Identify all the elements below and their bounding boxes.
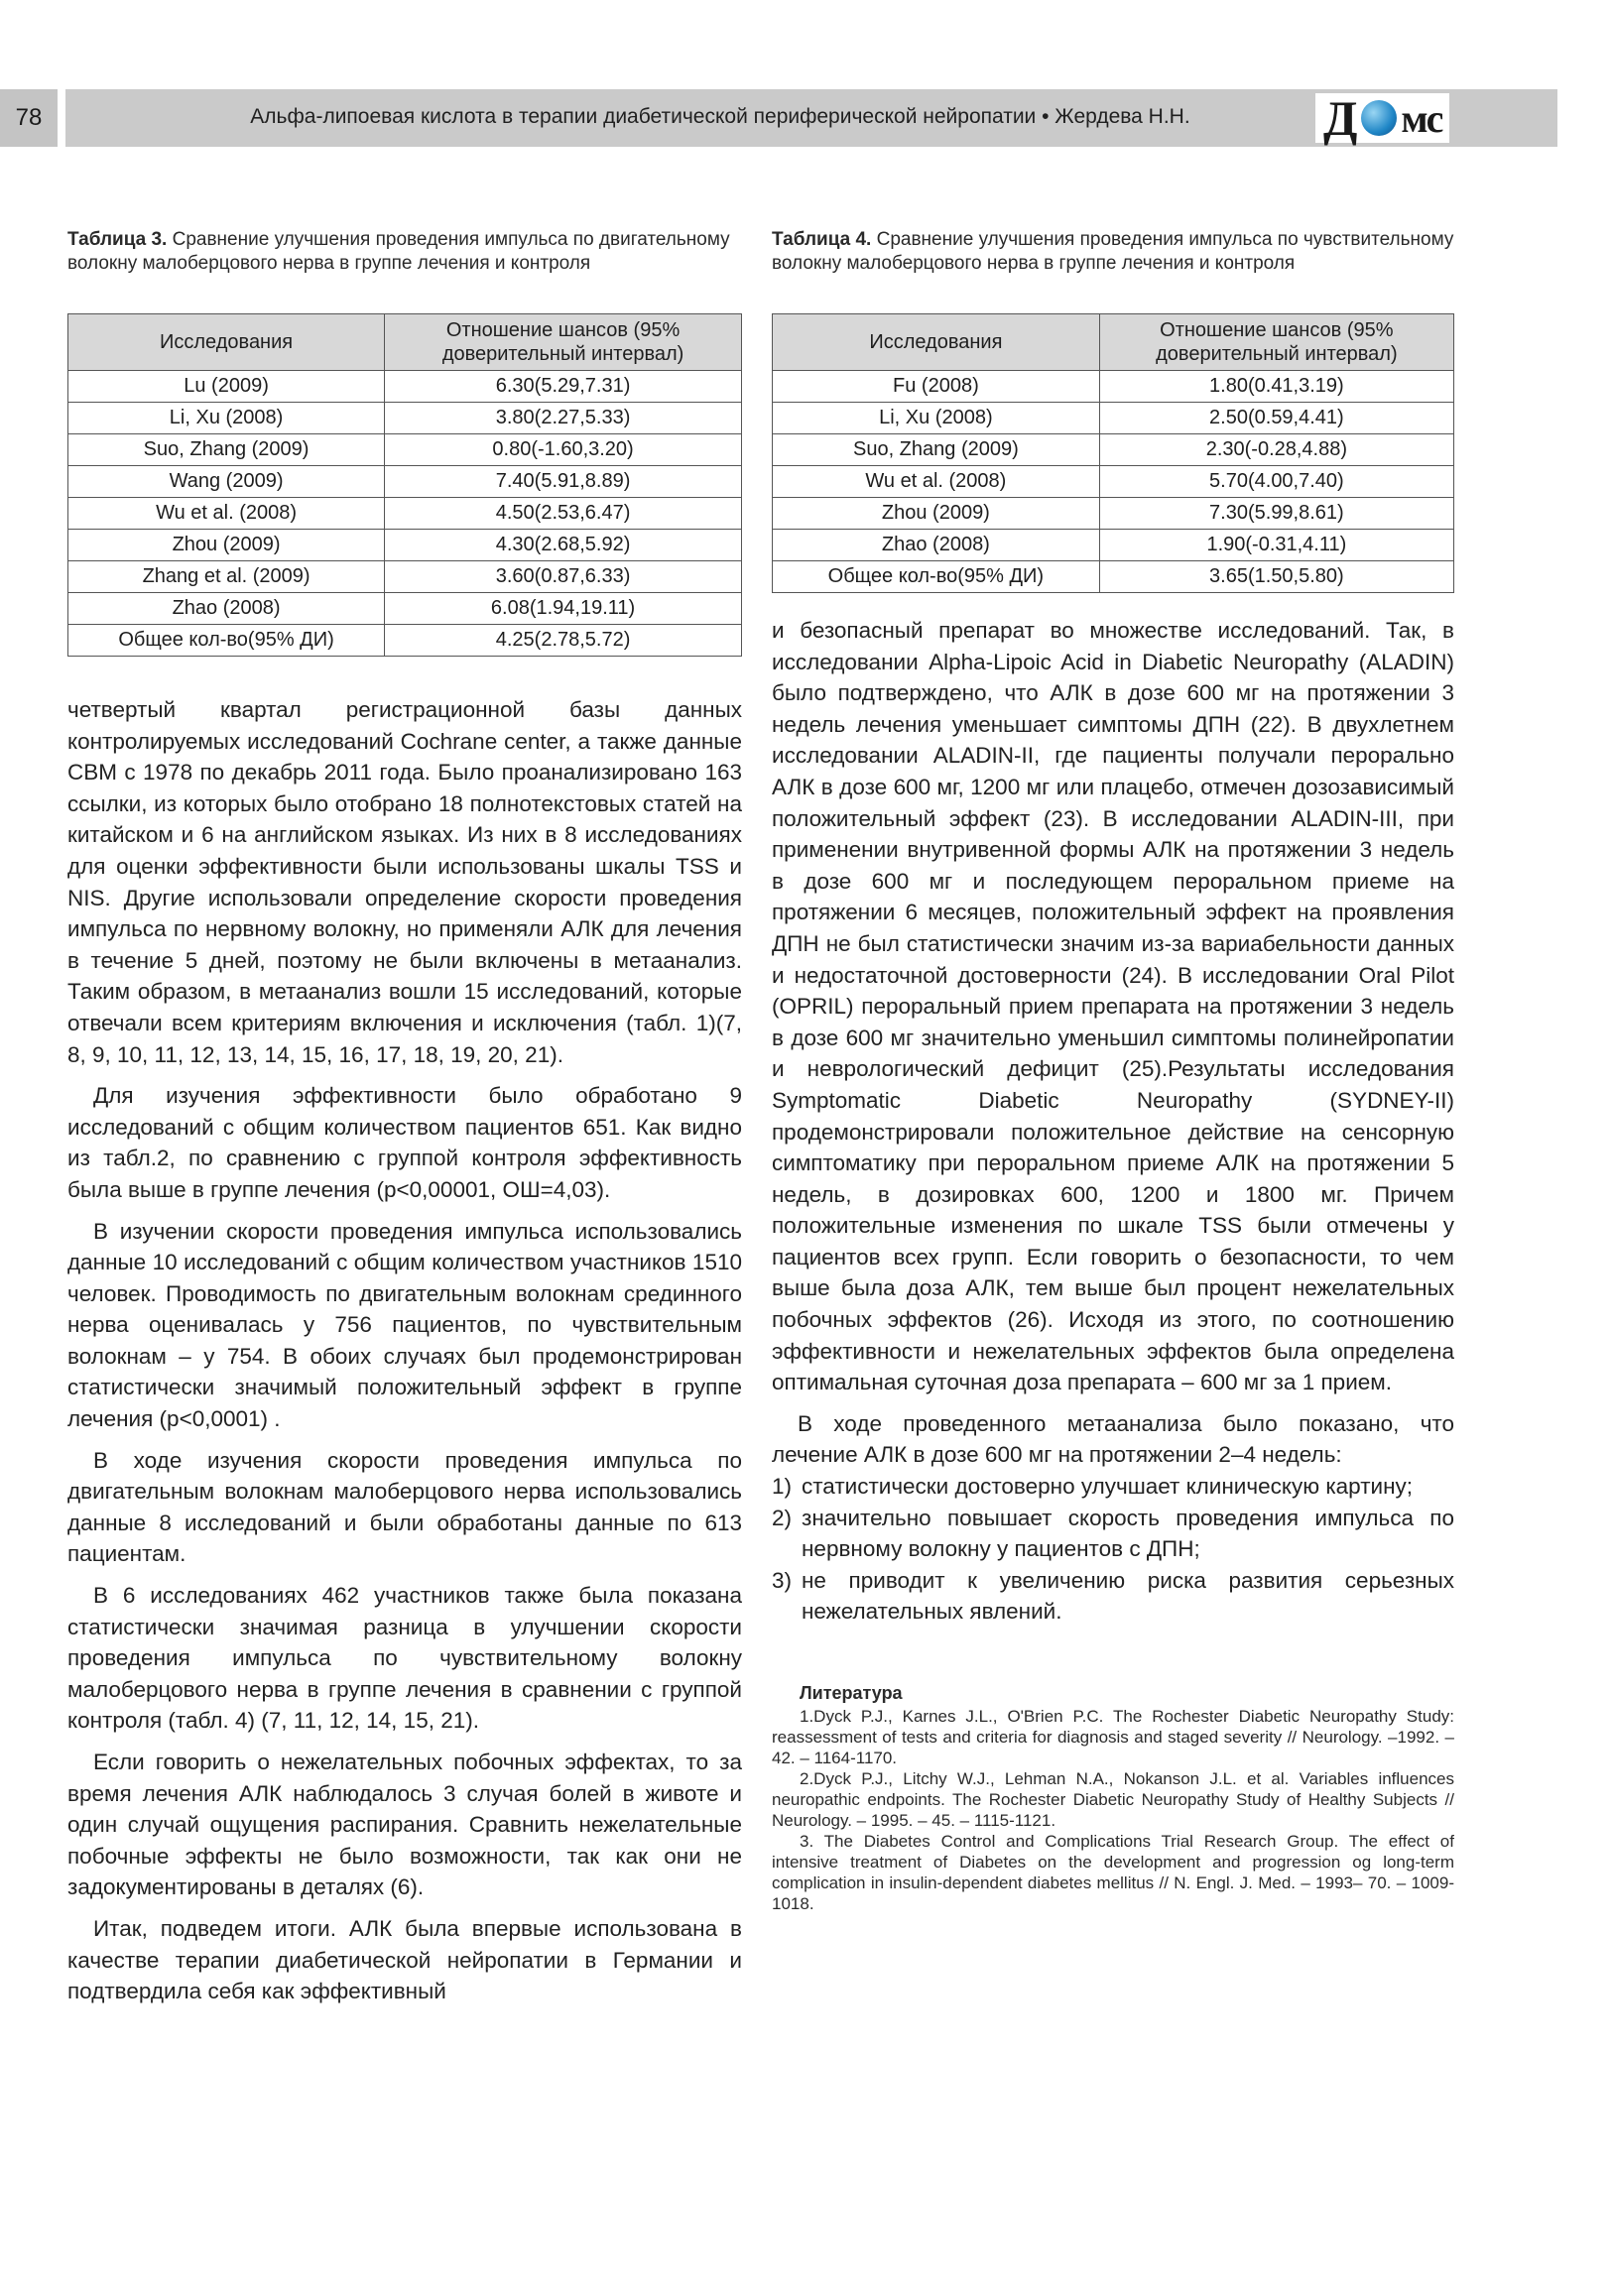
table3-label: Таблица 3.	[67, 229, 168, 250]
right-body-text	[772, 615, 1454, 1628]
header-bar	[65, 89, 1557, 147]
study-cell: Zhang et al. (2009)	[68, 561, 385, 593]
table-row	[773, 466, 1454, 498]
table-row	[773, 530, 1454, 561]
study-cell: Wu et al. (2008)	[773, 466, 1100, 498]
table-row-total	[68, 625, 742, 657]
running-title: Альфа-липоевая кислота в терапии диабетической периферической нейропатии • Жердева Н.Н.	[250, 105, 1190, 128]
table4-col-odds: Отношение шансов (95% доверительный интервал)	[1099, 314, 1453, 371]
odds-cell: 3.65(1.50,5.80)	[1099, 561, 1453, 593]
table3-caption	[67, 228, 742, 276]
table3	[67, 313, 742, 657]
odds-cell: 1.90(-0.31,4.11)	[1099, 530, 1453, 561]
study-cell: Zhou (2009)	[68, 530, 385, 561]
table3-col-studies: Исследования	[68, 314, 385, 371]
table4-caption-text: Сравнение улучшения проведения импульса по чувствительному волокну малоберцового нерва в группе лечения и контроля	[772, 229, 1454, 274]
table-row-total	[773, 561, 1454, 593]
odds-cell: 3.80(2.27,5.33)	[385, 403, 742, 434]
table4	[772, 313, 1454, 593]
table4-col-studies: Исследования	[773, 314, 1100, 371]
globe-icon	[1361, 100, 1397, 136]
odds-cell: 4.30(2.68,5.92)	[385, 530, 742, 561]
journal-logo	[1315, 90, 1449, 146]
logo-letter: Д	[1323, 90, 1358, 146]
study-cell: Zhao (2008)	[68, 593, 385, 625]
table-row	[773, 434, 1454, 466]
right-column	[772, 228, 1454, 1914]
table-row	[68, 498, 742, 530]
left-column	[67, 228, 742, 2007]
list-number: 2)	[772, 1505, 793, 1530]
paragraph: В 6 исследованиях 462 участников также была показана статистически значимая разница в улучшении скорости проведения импульса по чувствительному волокну малоберцового нерва в группе лечения в сравнении с группой контроля (табл. 4) (7, 11, 12, 14, 15, 21).	[67, 1583, 742, 1734]
odds-cell: 1.80(0.41,3.19)	[1099, 371, 1453, 403]
table-row	[68, 434, 742, 466]
table3-caption-text: Сравнение улучшения проведения импульса по двигательному волокну малоберцового нерва в группе лечения и контроля	[67, 229, 730, 274]
study-cell: Zhou (2009)	[773, 498, 1100, 530]
study-cell: Wu et al. (2008)	[68, 498, 385, 530]
paragraph: В изучении скорости проведения импульса использовались данные 10 исследований с общим количеством участников 1510 человек. Проводимость по двигательным волокнам срединного нерва оценивалась у 756 пациентов, по чувствительным волокнам – у 754. В обоих случаях был продемонстрирован статистически значимый положительный эффект в группе лечения (p<0,0001) .	[67, 1218, 742, 1432]
table-row	[68, 561, 742, 593]
list-item	[772, 1565, 1454, 1628]
odds-cell: 6.08(1.94,19.11)	[385, 593, 742, 625]
study-cell: Lu (2009)	[68, 371, 385, 403]
paragraph: четвертый квартал регистрационной базы данных контролируемых исследований Cochrane center, а также данные CBM с 1978 по декабрь 2011 года. Было проанализировано 163 ссылки, из которых было отобрано 18 полнотекстовых статей на китайском и 6 на английском языках. Из них в 8 исследованиях для оценки эффективности были использованы шкалы TSS и NIS. Другие использовали определение скорости проведения импульса по нервному волокну, но применяли АЛК для лечения в течение 5 дней, поэтому не были включены в метаанализ. Таким образом, в метаанализ вошли 15 исследований, которые отвечали всем критериям включения и исключения (табл. 1)(7, 8, 9, 10, 11, 12, 13, 14, 15, 16, 17, 18, 19, 20, 21).	[67, 697, 742, 1067]
study-cell: Zhao (2008)	[773, 530, 1100, 561]
list-text: значительно повышает скорость проведения импульса по нервному волокну у пациентов с ДПН;	[802, 1505, 1454, 1562]
list-number: 3)	[772, 1567, 793, 1593]
paragraph: Итак, подведем итоги. АЛК была впервые использована в качестве терапии диабетической нейропатии в Германии и подтвердила себя как эффективный	[67, 1915, 742, 2004]
table3-header-row	[68, 314, 742, 371]
study-cell: Suo, Zhang (2009)	[68, 434, 385, 466]
table-row	[68, 530, 742, 561]
running-header	[0, 89, 1557, 147]
odds-cell: 7.30(5.99,8.61)	[1099, 498, 1453, 530]
paragraph: В ходе изучения скорости проведения импульса по двигательным волокнам малоберцового нерва использовались данные 8 исследований и были обработаны данные по 613 пациентам.	[67, 1447, 742, 1567]
study-cell: Li, Xu (2008)	[773, 403, 1100, 434]
list-item	[772, 1471, 1454, 1503]
odds-cell: 3.60(0.87,6.33)	[385, 561, 742, 593]
table-row	[68, 466, 742, 498]
table-row	[68, 593, 742, 625]
list-number: 1)	[772, 1474, 793, 1500]
paragraph: и безопасный препарат во множестве исследований. Так, в исследовании Alpha-Lipoic Acid in Diabetic Neuropathy (ALADIN) было подтверждено, что АЛК в дозе 600 мг на протяжении 3 недель лечения уменьшает симптомы ДПН (22). В двухлетнем исследовании ALADIN-II, где пациенты получали перорально АЛК в дозе 600 мг, 1200 мг или плацебо, отмечен дозозависимый положительный эффект (23). В исследовании ALADIN-III, при применении внутривенной формы АЛК на протяжении 3 недель в дозе 600 мг и последующем пероральном приеме на протяжении 6 месяцев, положительный эффект на проявления ДПН не был статистически значим из-за вариабельности данных и недостаточной достоверности (24). В исследовании Oral Pilot (OPRIL) пероральный прием препарата на протяжении 3 недель в дозе 600 мг значительно уменьшил симптомы полинейропатии и неврологический дефицит (25).Результаты исследования Symptomatic Diabetic Neuropathy (SYDNEY-II) продемонстрировали положительное действие на сенсорную симптоматику при пероральном приеме АЛК на протяжении 5 недель, в дозировках 600, 1200 и 1800 мг. Причем положительные изменения по шкале TSS были отмечены у пациентов всех групп. Если говорить о безопасности, то чем выше была доза АЛК, тем выше был процент нежелательных побочных эффектов (26). Исходя из этого, по соотношению эффективности и нежелательных эффектов была определена оптимальная суточная доза препарата – 600 мг за 1 прием.	[772, 618, 1454, 1395]
odds-cell: 7.40(5.91,8.89)	[385, 466, 742, 498]
odds-cell: 4.25(2.78,5.72)	[385, 625, 742, 657]
odds-cell: 4.50(2.53,6.47)	[385, 498, 742, 530]
odds-cell: 5.70(4.00,7.40)	[1099, 466, 1453, 498]
table3-col-odds: Отношение шансов (95% доверительный интервал)	[385, 314, 742, 371]
table4-caption	[772, 228, 1454, 276]
odds-cell: 2.30(-0.28,4.88)	[1099, 434, 1453, 466]
study-cell: Li, Xu (2008)	[68, 403, 385, 434]
table4-header-row	[773, 314, 1454, 371]
references-title: Литература	[800, 1683, 903, 1703]
list-text: не приводит к увеличению риска развития серьезных нежелательных явлений.	[802, 1567, 1454, 1625]
logo-tail: мс	[1401, 95, 1442, 141]
study-cell: Wang (2009)	[68, 466, 385, 498]
table-row	[68, 371, 742, 403]
odds-cell: 0.80(-1.60,3.20)	[385, 434, 742, 466]
study-cell: Fu (2008)	[773, 371, 1100, 403]
odds-cell: 6.30(5.29,7.31)	[385, 371, 742, 403]
table-row	[68, 403, 742, 434]
study-cell: Общее кол-во(95% ДИ)	[68, 625, 385, 657]
paragraph: В ходе проведенного метаанализа было показано, что лечение АЛК в дозе 600 мг на протяжении 2–4 недель:	[772, 1410, 1454, 1468]
list-item	[772, 1503, 1454, 1565]
table-row	[773, 403, 1454, 434]
paragraph: Для изучения эффективности было обработано 9 исследований с общим количеством пациентов 651. Как видно из табл.2, по сравнению с группой контроля эффективность была выше в группе лечения (p<0,00001, ОШ=4,03).	[67, 1083, 742, 1202]
reference-item: 3. The Diabetes Control and Complications Trial Research Group. The effect of intensive treatment of Diabetes on the development and progression og long-term complication in insulin-dependent diabetes mellitus // N. Engl. J. Med. – 1993– 70. – 1009-1018.	[772, 1832, 1454, 1913]
table-row	[773, 371, 1454, 403]
references	[772, 1683, 1454, 1914]
table4-label: Таблица 4.	[772, 229, 872, 250]
reference-item: 1.Dyck P.J., Karnes J.L., O'Brien P.C. The Rochester Diabetic Neuropathy Study: reassessment of tests and criteria for diagnosis and staged severity // Neurology. –1992. – 42. – 1164-1170.	[772, 1707, 1454, 1767]
study-cell: Suo, Zhang (2009)	[773, 434, 1100, 466]
page-number: 78	[0, 89, 58, 147]
left-body-text	[67, 694, 742, 2007]
reference-item: 2.Dyck P.J., Litchy W.J., Lehman N.A., Nokanson J.L. et al. Variables influences neuropathic endpoints. The Rochester Diabetic Neuropathy Study of Healthy Subjects // Neurology. – 1995. – 45. – 1115-1121.	[772, 1769, 1454, 1830]
table-row	[773, 498, 1454, 530]
odds-cell: 2.50(0.59,4.41)	[1099, 403, 1453, 434]
paragraph: Если говорить о нежелательных побочных эффектах, то за время лечения АЛК наблюдалось 3 случая болей в животе и один случай ощущения распирания. Сравнить нежелательные побочные эффекты не было возможности, так как они не задокументированы в деталях (6).	[67, 1750, 742, 1900]
list-text: статистически достоверно улучшает клиническую картину;	[802, 1474, 1414, 1500]
study-cell: Общее кол-во(95% ДИ)	[773, 561, 1100, 593]
conclusions-list	[772, 1471, 1454, 1628]
